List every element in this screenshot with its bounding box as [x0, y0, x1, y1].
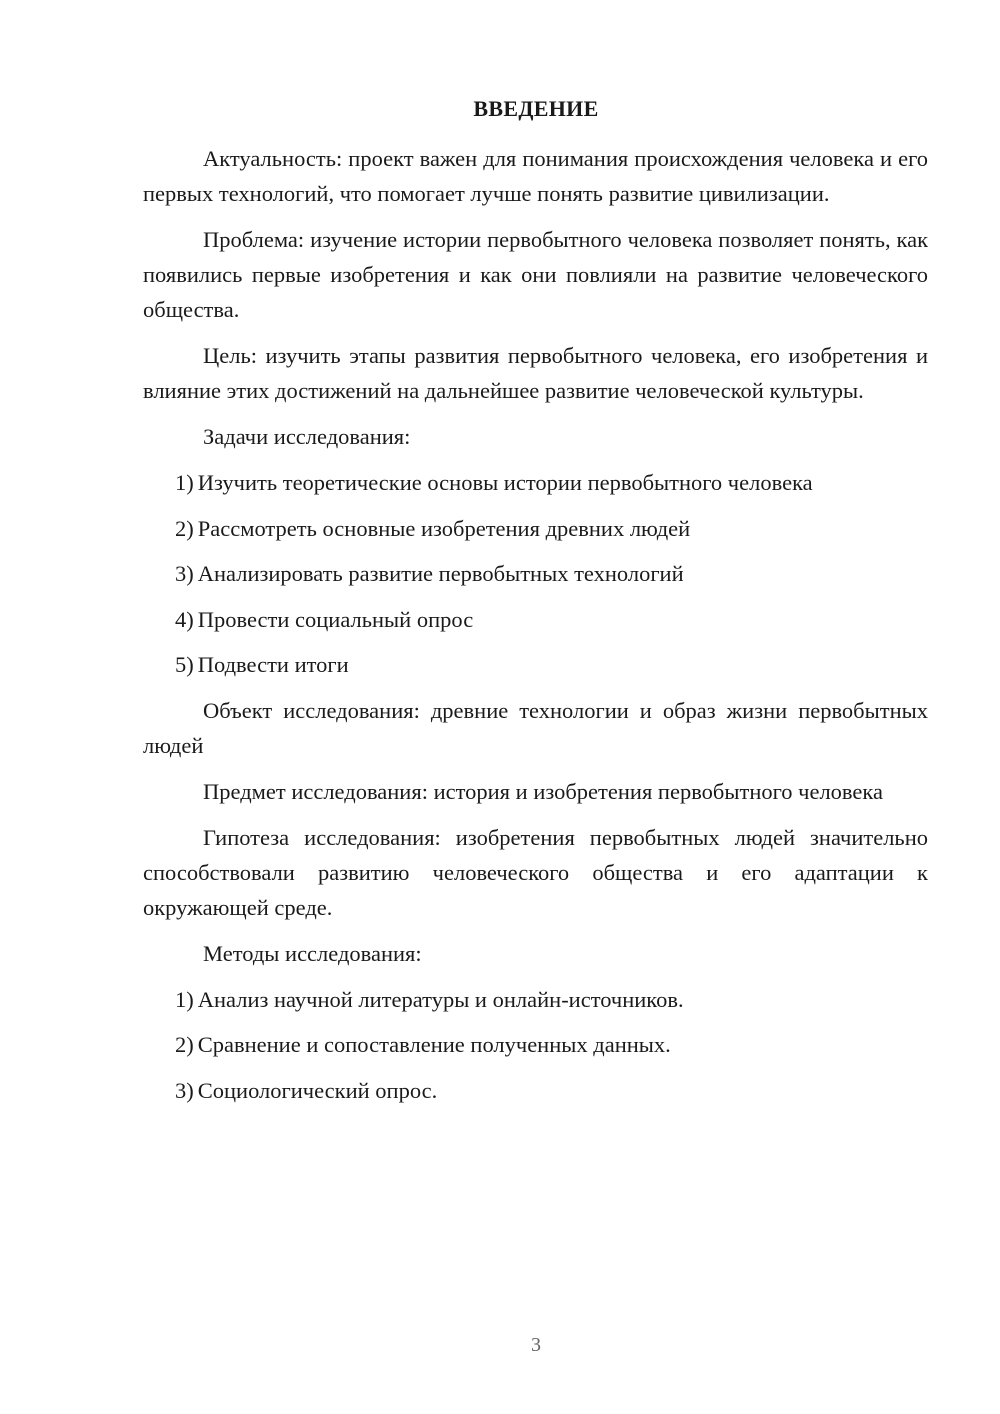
list-item-number: 3) [175, 1077, 194, 1103]
list-item [143, 1027, 928, 1062]
methods-heading: Методы исследования: [203, 940, 422, 966]
list-item-text: Анализ научной литературы и онлайн-источников. [197, 986, 684, 1012]
methods-list [143, 982, 928, 1108]
list-item-number: 5) [175, 652, 194, 677]
list-item-text: Анализировать развитие первобытных технологий [197, 561, 684, 586]
tasks-heading: Задачи исследования: [203, 424, 411, 449]
subject-paragraph: Предмет исследования: история и изобретения первобытного человека [203, 778, 883, 804]
list-item-text: Социологический опрос. [197, 1077, 438, 1103]
page-number: 3 [531, 1334, 541, 1356]
list-item [143, 556, 928, 591]
list-item-number: 4) [175, 606, 194, 632]
list-item-number: 1) [175, 470, 194, 495]
list-item [143, 982, 928, 1017]
list-item-number: 3) [175, 561, 194, 586]
list-item-text: Сравнение и сопоставление полученных данных. [197, 1032, 671, 1057]
list-item-text: Подвести итоги [197, 652, 349, 677]
list-item [143, 511, 928, 546]
tasks-list [143, 465, 928, 682]
relevance-paragraph: Актуальность: проект важен для понимания происхождения человека и его первых технологий, что помогает лучше понять развитие цивилизации. [143, 146, 928, 206]
list-item-text: Изучить теоретические основы истории первобытного человека [197, 470, 813, 495]
hypothesis-paragraph: Гипотеза исследования: изобретения первобытных людей значительно способствовали развитию человеческого общества и его адаптации к окружающей среде. [143, 824, 928, 920]
list-item-number: 2) [175, 1032, 194, 1057]
object-paragraph: Объект исследования: древние технологии и образ жизни первобытных людей [143, 697, 928, 758]
list-item-text: Провести социальный опрос [197, 606, 474, 632]
list-item [143, 602, 928, 637]
list-item-text: Рассмотреть основные изобретения древних людей [197, 515, 691, 541]
list-item [143, 465, 928, 500]
list-item [143, 1073, 928, 1108]
page-title: ВВЕДЕНИЕ [473, 96, 599, 121]
problem-paragraph: Проблема: изучение истории первобытного человека позволяет понять, как появились первые изобретения и как они повлияли на развитие человеческого общества. [143, 227, 928, 322]
list-item-number: 2) [175, 515, 194, 541]
list-item-number: 1) [175, 986, 194, 1012]
page-content [143, 141, 928, 1118]
list-item [143, 647, 928, 682]
goal-paragraph: Цель: изучить этапы развития первобытного человека, его изобретения и влияние этих достижений на дальнейшее развитие человеческой культуры. [143, 343, 928, 403]
